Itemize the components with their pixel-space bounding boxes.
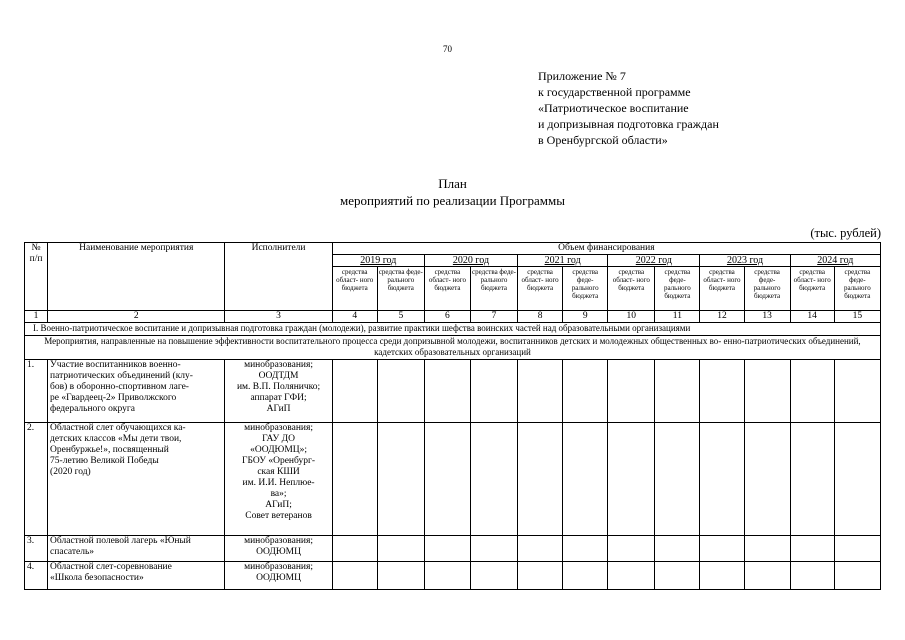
row-name xyxy=(48,423,225,536)
appendix-line: в Оренбургской области» xyxy=(538,133,668,147)
subsection-title: Мероприятия, направленные на повышение эффективности воспитательного процесса среди допризывной молодежи, воспитанников детских и молодежных общественных во- енно-патриотических объединений, кадетских образовательных организаций xyxy=(25,336,881,360)
appendix-line: к государственной программе xyxy=(538,85,691,99)
row-name-line: Областной полевой лагерь «Юный xyxy=(50,536,191,546)
header-federal: средства феде- рального бюджета xyxy=(470,267,517,311)
amount-cell xyxy=(470,562,517,590)
plan-table xyxy=(24,242,881,590)
amount-cell xyxy=(518,562,563,590)
row-exec-line: минобразования; xyxy=(244,562,314,572)
column-number: 15 xyxy=(834,311,880,323)
row-exec-line: АГиП; xyxy=(265,500,292,510)
appendix-line: Приложение № 7 xyxy=(538,69,626,83)
amount-cell xyxy=(518,360,563,423)
row-exec-line: АГиП xyxy=(266,404,291,414)
row-exec-line: минобразования; xyxy=(244,536,314,546)
row-executors xyxy=(225,423,332,536)
table-row xyxy=(25,536,881,562)
row-executors xyxy=(225,562,332,590)
amount-cell xyxy=(424,423,470,536)
amount-cell xyxy=(655,562,700,590)
row-exec-line: Совет ветеранов xyxy=(245,511,312,521)
amount-cell xyxy=(377,536,424,562)
header-federal: средства феде- рального бюджета xyxy=(655,267,700,311)
amount-cell xyxy=(377,562,424,590)
row-name xyxy=(48,360,225,423)
column-number: 13 xyxy=(744,311,790,323)
column-number: 2 xyxy=(48,311,225,323)
amount-cell xyxy=(655,536,700,562)
amount-cell xyxy=(424,536,470,562)
amount-cell xyxy=(470,360,517,423)
amount-cell xyxy=(790,562,834,590)
row-name-line: Оренбуржье!», посвященный xyxy=(50,445,169,455)
row-name-line: (2020 год) xyxy=(50,467,91,477)
table-row xyxy=(25,562,881,590)
row-name-line: Участие воспитанников военно- xyxy=(50,360,181,370)
header-year: 2021 год xyxy=(518,255,608,267)
row-exec-line: ООДТДМ xyxy=(258,371,299,381)
header-executors: Исполнители xyxy=(225,243,332,311)
row-exec-line: аппарат ГФИ; xyxy=(250,393,307,403)
amount-cell xyxy=(377,423,424,536)
amount-cell xyxy=(655,360,700,423)
amount-cell xyxy=(744,423,790,536)
row-executors xyxy=(225,536,332,562)
amount-cell xyxy=(700,536,744,562)
amount-cell xyxy=(608,562,655,590)
header-federal: средства феде- рального бюджета xyxy=(377,267,424,311)
amount-cell xyxy=(470,423,517,536)
column-number: 12 xyxy=(700,311,744,323)
table-row xyxy=(25,360,881,423)
row-name-line: бов) в оборонно-спортивном лаге- xyxy=(50,382,189,392)
amount-cell xyxy=(563,423,608,536)
row-name-line: детских классов «Мы дети твои, xyxy=(50,434,182,444)
column-number: 5 xyxy=(377,311,424,323)
row-name-line: спасатель» xyxy=(50,547,95,557)
header-year: 2022 год xyxy=(608,255,700,267)
amount-cell xyxy=(744,536,790,562)
amount-cell xyxy=(700,562,744,590)
column-number: 8 xyxy=(518,311,563,323)
amount-cell xyxy=(608,536,655,562)
column-number: 9 xyxy=(563,311,608,323)
amount-cell xyxy=(834,423,880,536)
header-regional: средства област- ного бюджета xyxy=(518,267,563,311)
header-regional: средства област- ного бюджета xyxy=(790,267,834,311)
row-name-line: 75-летию Великой Победы xyxy=(50,456,159,466)
amount-cell xyxy=(332,423,377,536)
row-exec-line: ГБОУ «Оренбург- xyxy=(242,456,316,466)
header-federal: средства феде- рального бюджета xyxy=(744,267,790,311)
page-number: 70 xyxy=(443,44,452,54)
amount-cell xyxy=(655,423,700,536)
amount-cell xyxy=(744,360,790,423)
amount-cell xyxy=(332,562,377,590)
row-num: 1. xyxy=(25,360,48,423)
row-name-line: Областной слет-соревнование xyxy=(50,562,172,572)
amount-cell xyxy=(744,562,790,590)
amount-cell xyxy=(563,360,608,423)
header-year: 2020 год xyxy=(424,255,517,267)
column-number: 4 xyxy=(332,311,377,323)
row-num: 2. xyxy=(25,423,48,536)
row-exec-line: «ООДЮМЦ»; xyxy=(250,445,308,455)
column-number: 1 xyxy=(25,311,48,323)
row-num: 4. xyxy=(25,562,48,590)
header-year: 2024 год xyxy=(790,255,880,267)
units-label: (тыс. рублей) xyxy=(810,226,881,240)
row-exec-line: ООДЮМЦ xyxy=(256,547,301,557)
row-name-line: Областной слет обучающихся ка- xyxy=(50,423,186,433)
header-year: 2019 год xyxy=(332,255,424,267)
row-name-line: патриотических объединений (клу- xyxy=(50,371,193,381)
row-exec-line: ская КШИ xyxy=(257,467,300,477)
header-regional: средства област- ного бюджета xyxy=(424,267,470,311)
plan-title xyxy=(0,175,905,209)
column-number: 14 xyxy=(790,311,834,323)
header-financing: Объем финансирования xyxy=(332,243,880,255)
column-number: 10 xyxy=(608,311,655,323)
amount-cell xyxy=(790,536,834,562)
amount-cell xyxy=(700,360,744,423)
row-name xyxy=(48,536,225,562)
amount-cell xyxy=(608,423,655,536)
header-federal: средства феде- рального бюджета xyxy=(834,267,880,311)
header-federal: средства феде- рального бюджета xyxy=(563,267,608,311)
column-number: 3 xyxy=(225,311,332,323)
plan-title-line1: План xyxy=(438,176,467,191)
amount-cell xyxy=(518,536,563,562)
header-num: № п/п xyxy=(25,243,48,311)
amount-cell xyxy=(608,360,655,423)
row-exec-line: ва»; xyxy=(270,489,287,499)
amount-cell xyxy=(377,360,424,423)
header-regional: средства област- ного бюджета xyxy=(700,267,744,311)
header-regional: средства област- ного бюджета xyxy=(332,267,377,311)
column-number: 6 xyxy=(424,311,470,323)
amount-cell xyxy=(700,423,744,536)
column-number: 7 xyxy=(470,311,517,323)
header-year: 2023 год xyxy=(700,255,790,267)
row-name xyxy=(48,562,225,590)
row-exec-line: им. И.И. Неплюе- xyxy=(242,478,315,488)
amount-cell xyxy=(518,423,563,536)
amount-cell xyxy=(332,536,377,562)
plan-title-line2: мероприятий по реализации Программы xyxy=(340,193,565,208)
row-exec-line: минобразования; xyxy=(244,360,314,370)
appendix-block xyxy=(538,68,719,148)
row-exec-line: ГАУ ДО xyxy=(262,434,296,444)
row-name-line: «Школа безопасности» xyxy=(50,573,144,583)
amount-cell xyxy=(834,536,880,562)
amount-cell xyxy=(424,360,470,423)
header-name: Наименование мероприятия xyxy=(48,243,225,311)
amount-cell xyxy=(470,536,517,562)
amount-cell xyxy=(563,562,608,590)
amount-cell xyxy=(790,360,834,423)
amount-cell xyxy=(834,562,880,590)
appendix-line: «Патриотическое воспитание xyxy=(538,101,689,115)
amount-cell xyxy=(790,423,834,536)
header-regional: средства област- ного бюджета xyxy=(608,267,655,311)
appendix-line: и допризывная подготовка граждан xyxy=(538,117,719,131)
row-exec-line: им. В.П. Поляничко; xyxy=(236,382,321,392)
amount-cell xyxy=(424,562,470,590)
row-num: 3. xyxy=(25,536,48,562)
row-name-line: ре «Гвардеец-2» Приволжского xyxy=(50,393,177,403)
amount-cell xyxy=(834,360,880,423)
row-exec-line: ООДЮМЦ xyxy=(256,573,301,583)
column-number: 11 xyxy=(655,311,700,323)
row-executors xyxy=(225,360,332,423)
row-name-line: федерального округа xyxy=(50,404,135,414)
amount-cell xyxy=(563,536,608,562)
table-row xyxy=(25,423,881,536)
row-exec-line: минобразования; xyxy=(244,423,314,433)
section-title: I. Военно-патриотическое воспитание и допризывная подготовка граждан (молодежи), развитие практики шефства воинских частей над образовательными организациями xyxy=(25,323,881,336)
amount-cell xyxy=(332,360,377,423)
